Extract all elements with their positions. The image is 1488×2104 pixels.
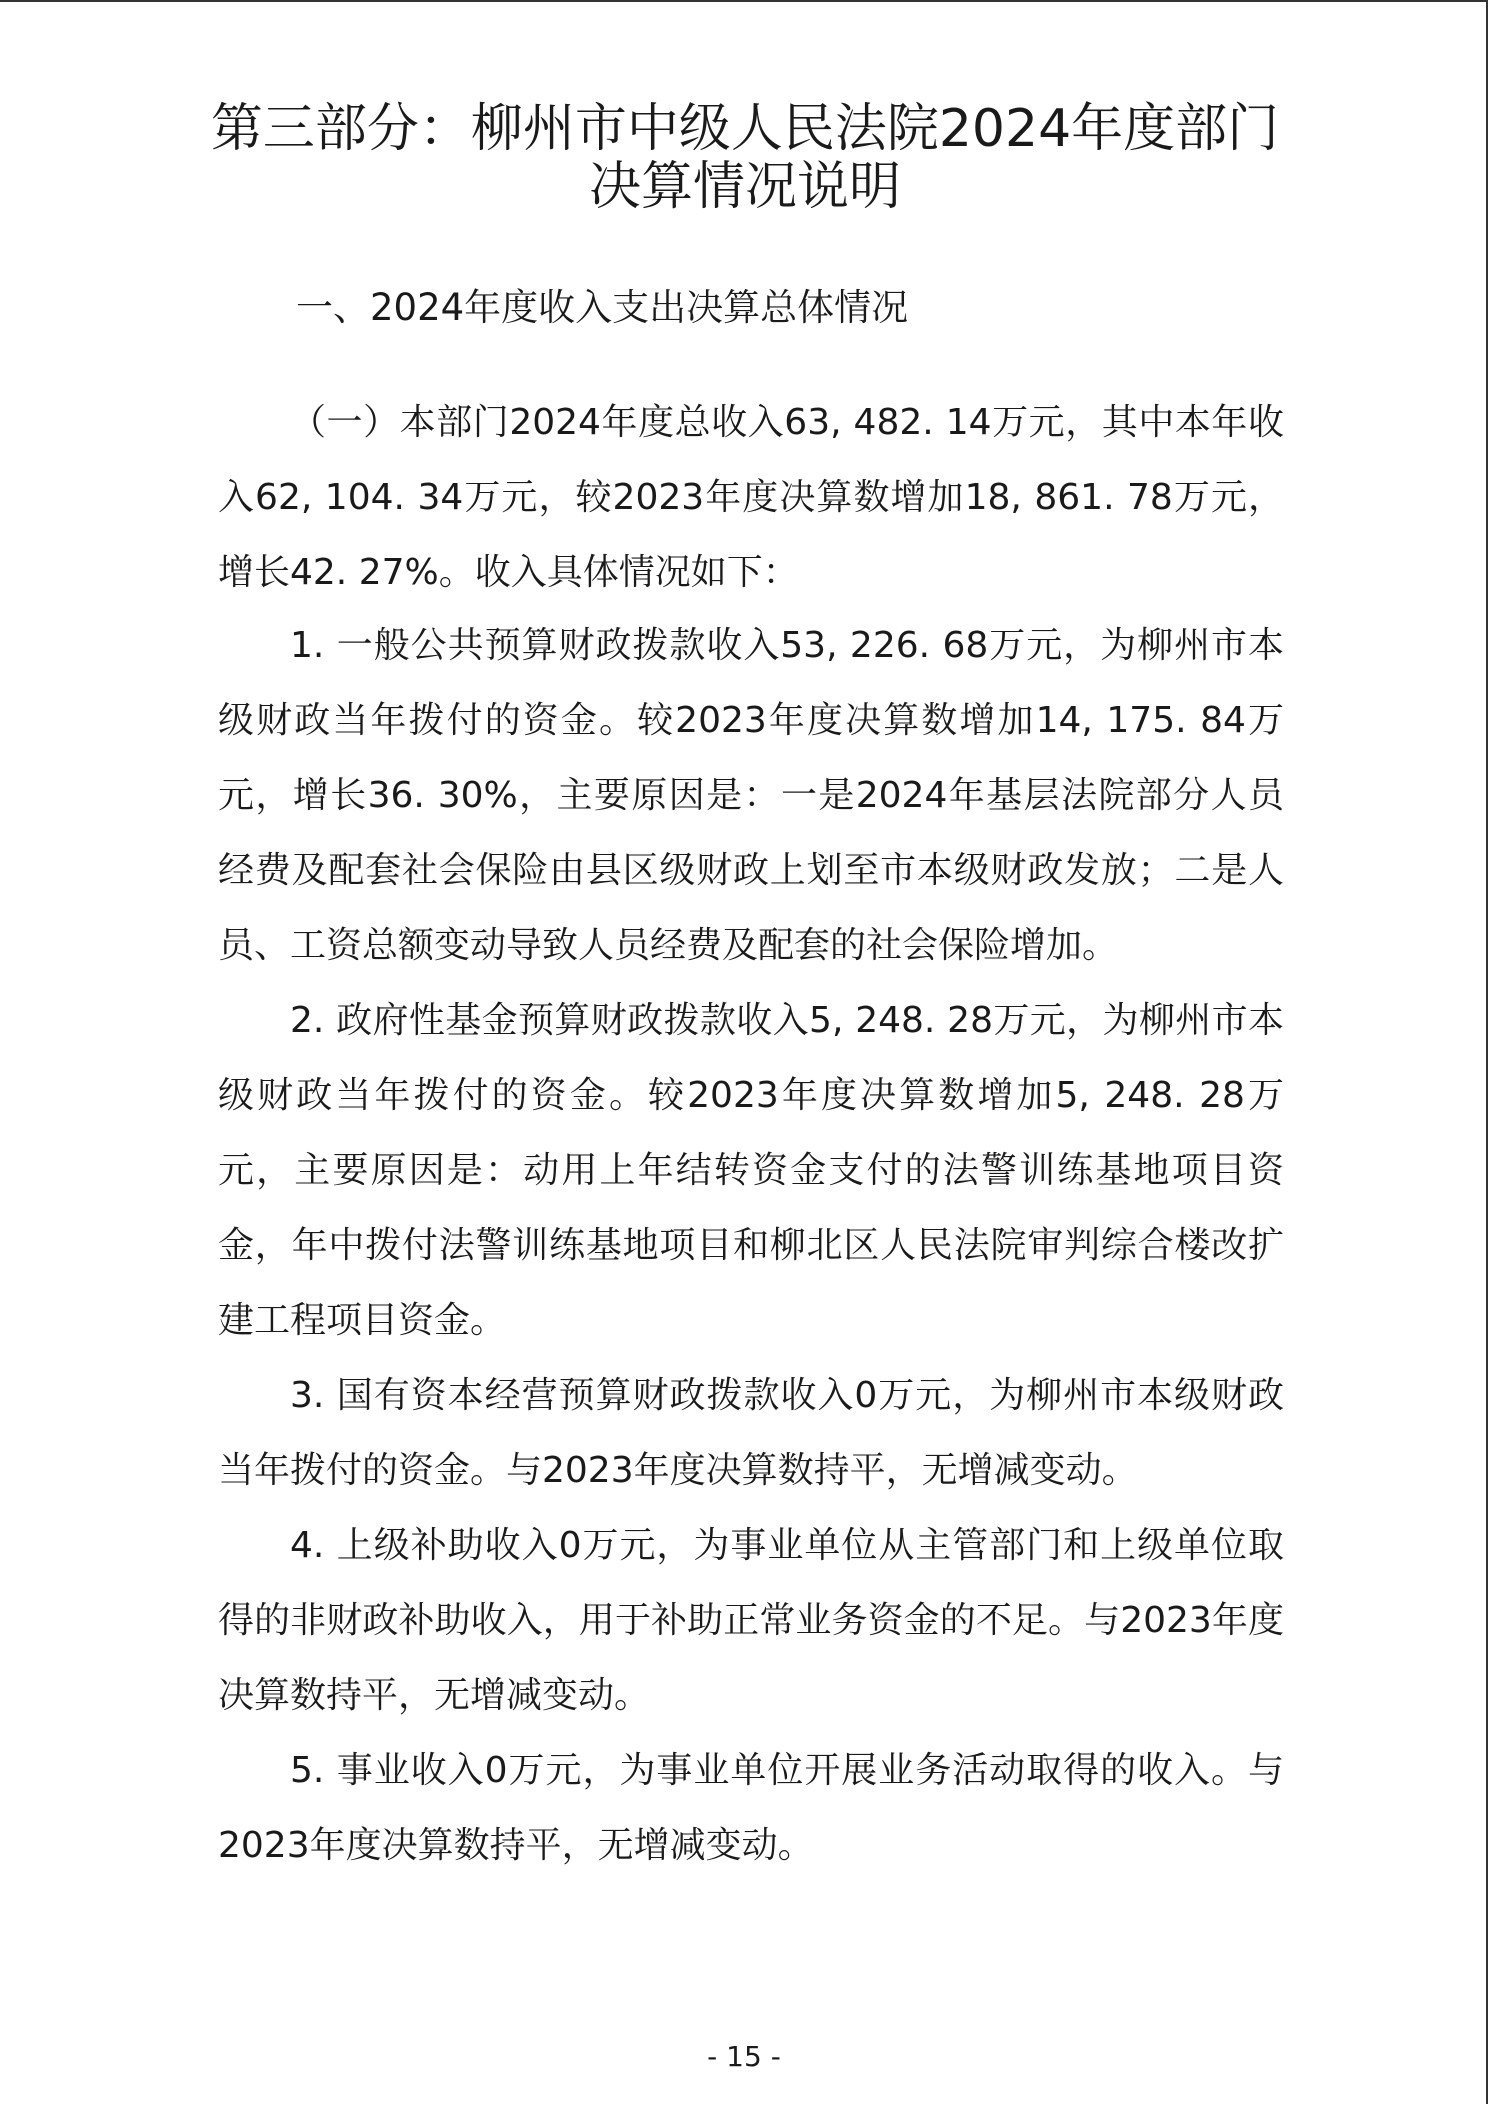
paragraph-government-fund: 2. 政府性基金预算财政拨款收入5, 248. 28万元，为柳州市本级财政当年拨付的资金。较2023年度决算数增加5, 248. 28万元，主要原因是：动用上年结转资金支付的法警训练基地项目资金，年中拨付法警训练基地项目和柳北区人民法院审判综合楼改扩建工程项目资金。 [218,1000,1284,1341]
document-title: 第三部分：柳州市中级人民法院2024年度部门决算情况说明 [210,99,1280,217]
page-number: - 15 - [707,2040,781,2073]
paragraph-state-capital: 3. 国有资本经营预算财政拨款收入0万元，为柳州市本级财政当年拨付的资金。与2023年度决算数持平，无增减变动。 [218,1375,1284,1491]
paragraph-total-income: （一）本部门2024年度总收入63, 482. 14万元，其中本年收入62, 104. 34万元，较2023年度决算数增加18, 861. 78万元，增长42. 27%。收入具体情况如下： [218,402,1284,593]
page-border-top [0,0,1488,2]
section-heading: 一、2024年度收入支出决算总体情况 [296,286,909,329]
paragraph-business-income: 5. 事业收入0万元，为事业单位开展业务活动取得的收入。与2023年度决算数持平，无增减变动。 [218,1750,1284,1866]
paragraph-general-budget: 1. 一般公共预算财政拨款收入53, 226. 68万元，为柳州市本级财政当年拨付的资金。较2023年度决算数增加14, 175. 84万元，增长36. 30%，主要原因是：一是2024年基层法院部分人员经费及配套社会保险由县区级财政上划至市本级财政发放；二是人员、工资总额变动导致人员经费及配套的社会保险增加。 [218,625,1284,966]
paragraph-superior-subsidy: 4. 上级补助收入0万元，为事业单位从主管部门和上级单位取得的非财政补助收入，用于补助正常业务资金的不足。与2023年度决算数持平，无增减变动。 [218,1525,1284,1716]
